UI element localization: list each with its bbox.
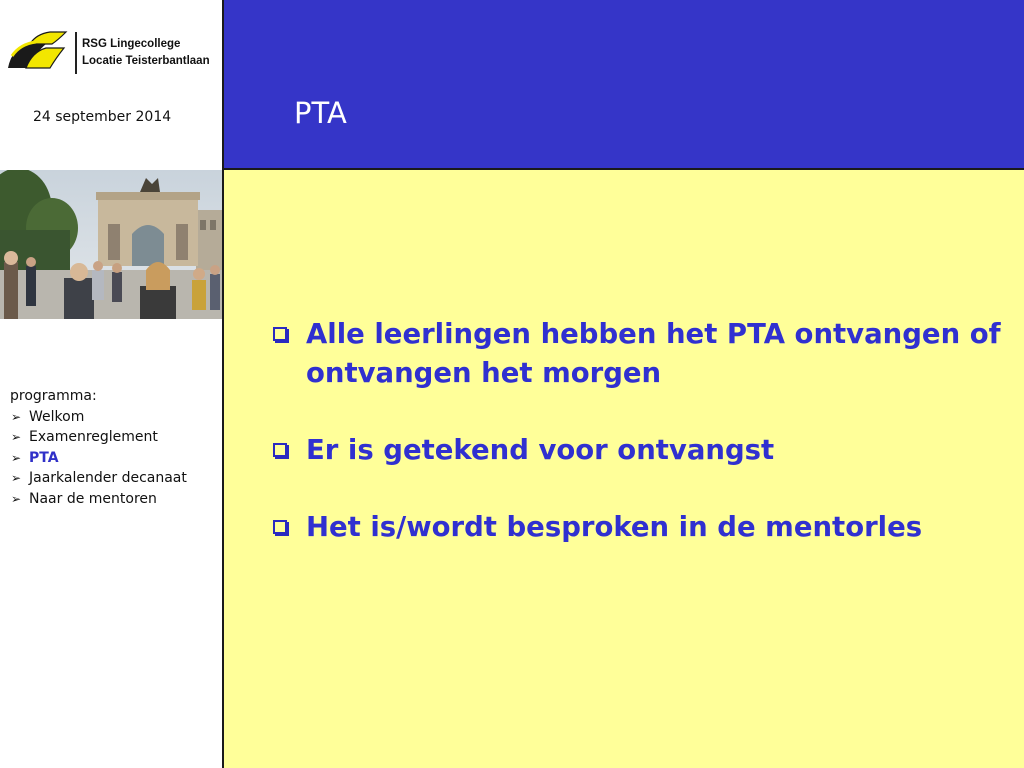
bullet-text: Alle leerlingen hebben het PTA ontvangen of ontvangen het morgen xyxy=(306,318,1001,389)
programme-item-welkom xyxy=(10,407,215,428)
programme-item-mentoren xyxy=(10,489,215,510)
bullet-point xyxy=(270,315,1010,393)
programme-item-examenreglement xyxy=(10,427,215,448)
logo-divider xyxy=(75,32,77,74)
presentation-date: 24 september 2014 xyxy=(33,109,172,125)
arrow-bullet-icon: ➢ xyxy=(11,491,22,506)
programme-sidebar xyxy=(10,386,215,509)
logo-school-name: RSG Lingecollege xyxy=(82,38,181,50)
bullet-list xyxy=(270,315,1010,585)
arrow-bullet-icon: ➢ xyxy=(11,471,22,485)
slide-content xyxy=(222,170,1024,768)
school-logo-mark-icon xyxy=(6,30,68,72)
programme-item-jaarkalender xyxy=(10,468,215,489)
bullet-point xyxy=(270,508,1010,547)
programme-item-pta xyxy=(10,448,215,469)
bullet-point xyxy=(270,431,1010,470)
arrow-bullet-icon: ➢ xyxy=(11,430,22,444)
programme-heading: programma: xyxy=(10,388,97,404)
photo-arch-crowd xyxy=(0,170,222,319)
slide-title: PTA xyxy=(294,96,347,130)
programme-item-label: Welkom xyxy=(29,408,85,425)
programme-item-label: Jaarkalender decanaat xyxy=(29,470,187,486)
programme-item-label: PTA xyxy=(29,449,59,466)
programme-item-label: Examenreglement xyxy=(29,429,158,445)
slide-header xyxy=(222,0,1024,170)
checkbox-bullet-icon xyxy=(273,520,287,534)
arrow-bullet-icon: ➢ xyxy=(11,450,22,465)
bullet-text: Het is/wordt besproken in de mentorles xyxy=(306,511,923,543)
logo-location: Locatie Teisterbantlaan xyxy=(82,55,210,67)
checkbox-bullet-icon xyxy=(273,327,287,341)
programme-item-label: Naar de mentoren xyxy=(29,490,157,507)
arrow-bullet-icon: ➢ xyxy=(11,409,22,424)
school-logo xyxy=(6,30,220,74)
checkbox-bullet-icon xyxy=(273,443,287,457)
bullet-text: Er is getekend voor ontvangst xyxy=(306,434,775,466)
